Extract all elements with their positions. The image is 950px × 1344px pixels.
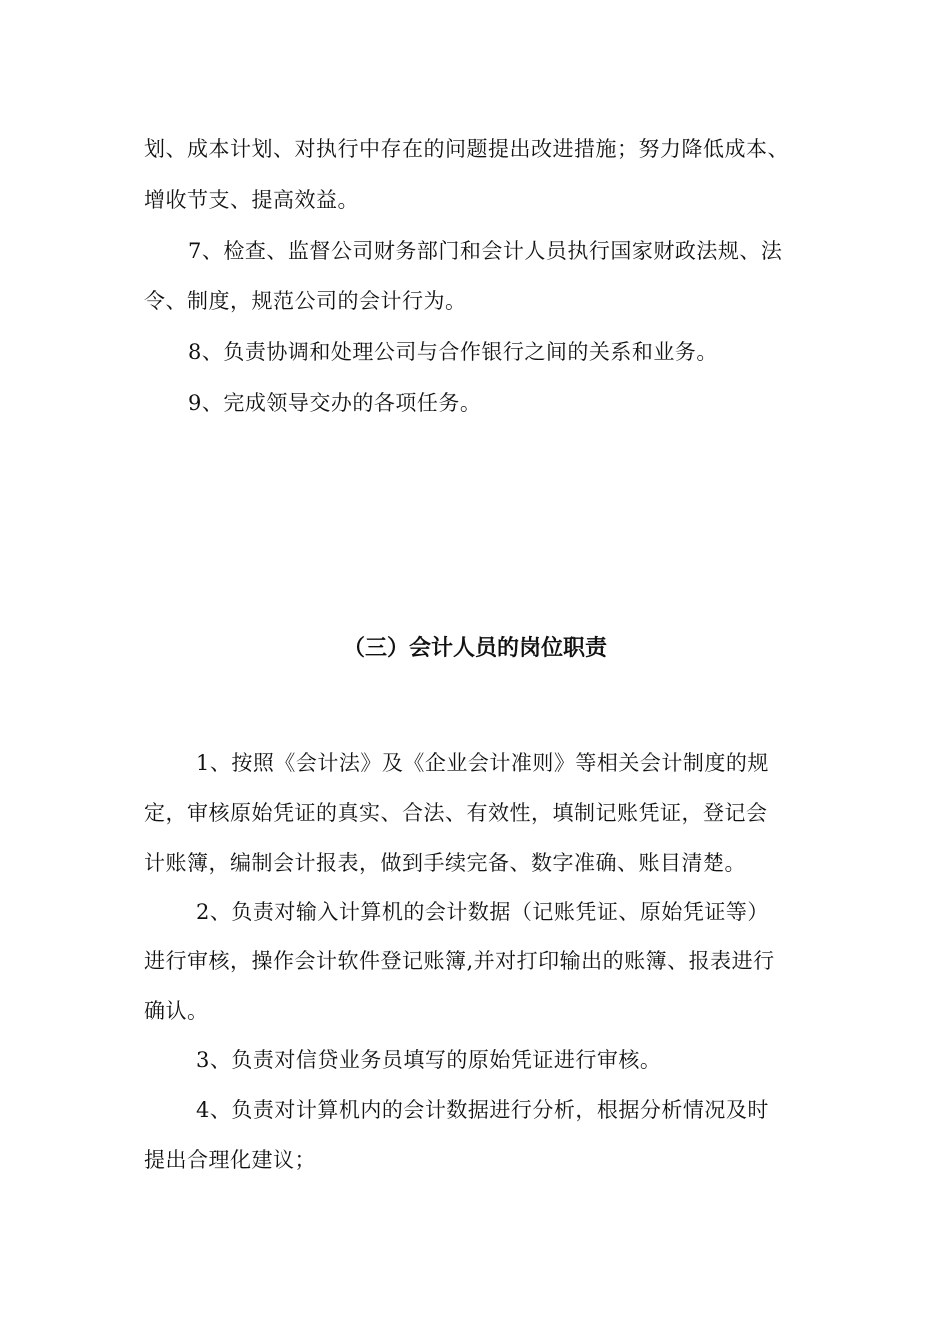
paragraph-line: 划、成本计划、对执行中存在的问题提出改进措施；努力降低成本、	[144, 137, 789, 161]
list-item-9: 9、完成领导交办的各项任务。	[188, 391, 482, 415]
list-item-1: 1、按照《会计法》及《企业会计准则》等相关会计制度的规	[196, 751, 769, 775]
paragraph-line: 进行审核，操作会计软件登记账簿,并对打印输出的账簿、报表进行	[144, 949, 775, 973]
list-item-3: 3、负责对信贷业务员填写的原始凭证进行审核。	[196, 1048, 662, 1072]
paragraph-line: 计账簿，编制会计报表，做到手续完备、数字准确、账目清楚。	[144, 851, 746, 875]
paragraph-line: 令、制度，规范公司的会计行为。	[144, 289, 467, 313]
section-heading: （三）会计人员的岗位职责	[342, 636, 607, 661]
list-item-8: 8、负责协调和处理公司与合作银行之间的关系和业务。	[188, 340, 718, 364]
paragraph-line: 确认。	[144, 999, 209, 1023]
paragraph-line: 定，审核原始凭证的真实、合法、有效性，填制记账凭证，登记会	[144, 801, 768, 825]
paragraph-line: 提出合理化建议；	[144, 1148, 316, 1172]
paragraph-line: 增收节支、提高效益。	[144, 188, 359, 212]
list-item-2: 2、负责对输入计算机的会计数据（记账凭证、原始凭证等）	[196, 900, 769, 924]
list-item-7: 7、检查、监督公司财务部门和会计人员执行国家财政法规、法	[188, 239, 783, 263]
list-item-4: 4、负责对计算机内的会计数据进行分析，根据分析情况及时	[196, 1098, 769, 1122]
